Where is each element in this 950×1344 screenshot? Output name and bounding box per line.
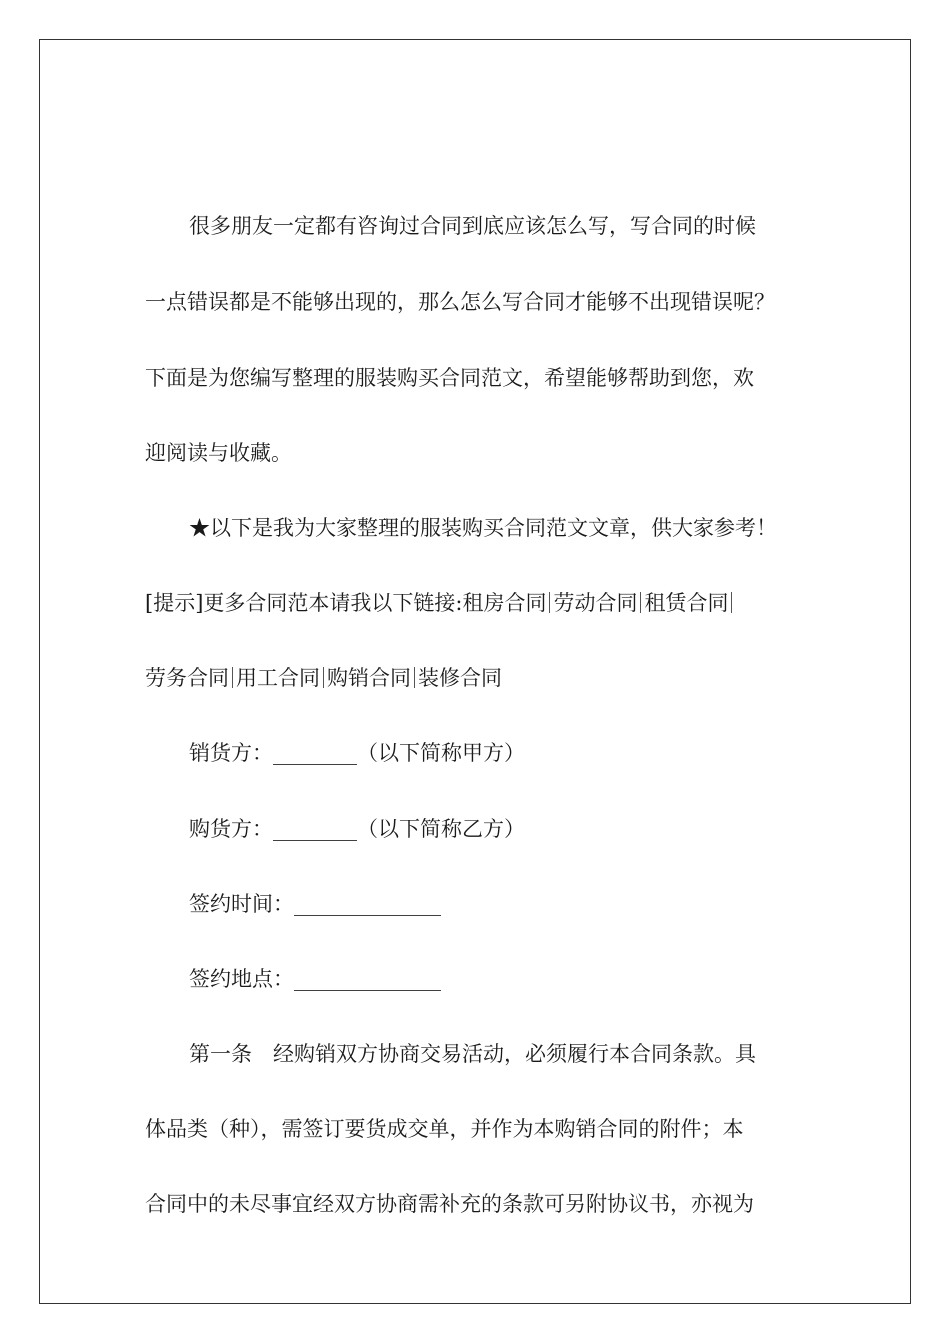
link-decoration-contract[interactable]: 装修合同 bbox=[418, 666, 502, 690]
link-employment-contract[interactable]: 用工合同 bbox=[236, 666, 320, 690]
sign-place-line: 签约地点：______________ bbox=[189, 967, 441, 991]
tip-line-1 bbox=[145, 583, 735, 623]
tip-prefix: [提示]更多合同范本请我以下链接: bbox=[145, 591, 463, 615]
link-separator bbox=[323, 667, 324, 688]
article1-line-1: 第一条 经购销双方协商交易活动，必须履行本合同条款。具 bbox=[189, 1042, 756, 1066]
article1-line-2: 体品类（种），需签订要货成交单，并作为本购销合同的附件；本 bbox=[145, 1117, 744, 1141]
sign-time-line: 签约时间：______________ bbox=[189, 892, 441, 916]
link-separator bbox=[232, 667, 233, 688]
intro-line-3: 下面是为您编写整理的服装购买合同范文，希望能够帮助到您，欢 bbox=[145, 366, 754, 390]
notice-line: ★以下是我为大家整理的服装购买合同范文文章，供大家参考！ bbox=[189, 516, 777, 540]
link-separator bbox=[731, 592, 732, 613]
link-rent-contract[interactable]: 租房合同 bbox=[462, 591, 547, 615]
link-separator bbox=[414, 667, 415, 688]
link-sales-contract[interactable]: 购销合同 bbox=[327, 666, 411, 690]
intro-line-1: 很多朋友一定都有咨询过合同到底应该怎么写，写合同的时候 bbox=[189, 214, 756, 238]
intro-line-2: 一点错误都是不能够出现的，那么怎么写合同才能够不出现错误呢？ bbox=[145, 290, 775, 314]
intro-line-4: 迎阅读与收藏。 bbox=[145, 441, 292, 465]
seller-line: 销货方：________（以下简称甲方） bbox=[189, 741, 525, 765]
tip-line-2 bbox=[145, 658, 502, 698]
link-lease-contract[interactable]: 租赁合同 bbox=[644, 591, 729, 615]
article1-line-3: 合同中的未尽事宜经双方协商需补充的条款可另附协议书，亦视为 bbox=[145, 1192, 754, 1216]
link-labor-contract[interactable]: 劳动合同 bbox=[553, 591, 638, 615]
link-separator bbox=[549, 592, 550, 613]
link-separator bbox=[640, 592, 641, 613]
buyer-line: 购货方：________（以下简称乙方） bbox=[189, 817, 525, 841]
link-service-contract[interactable]: 劳务合同 bbox=[145, 666, 229, 690]
